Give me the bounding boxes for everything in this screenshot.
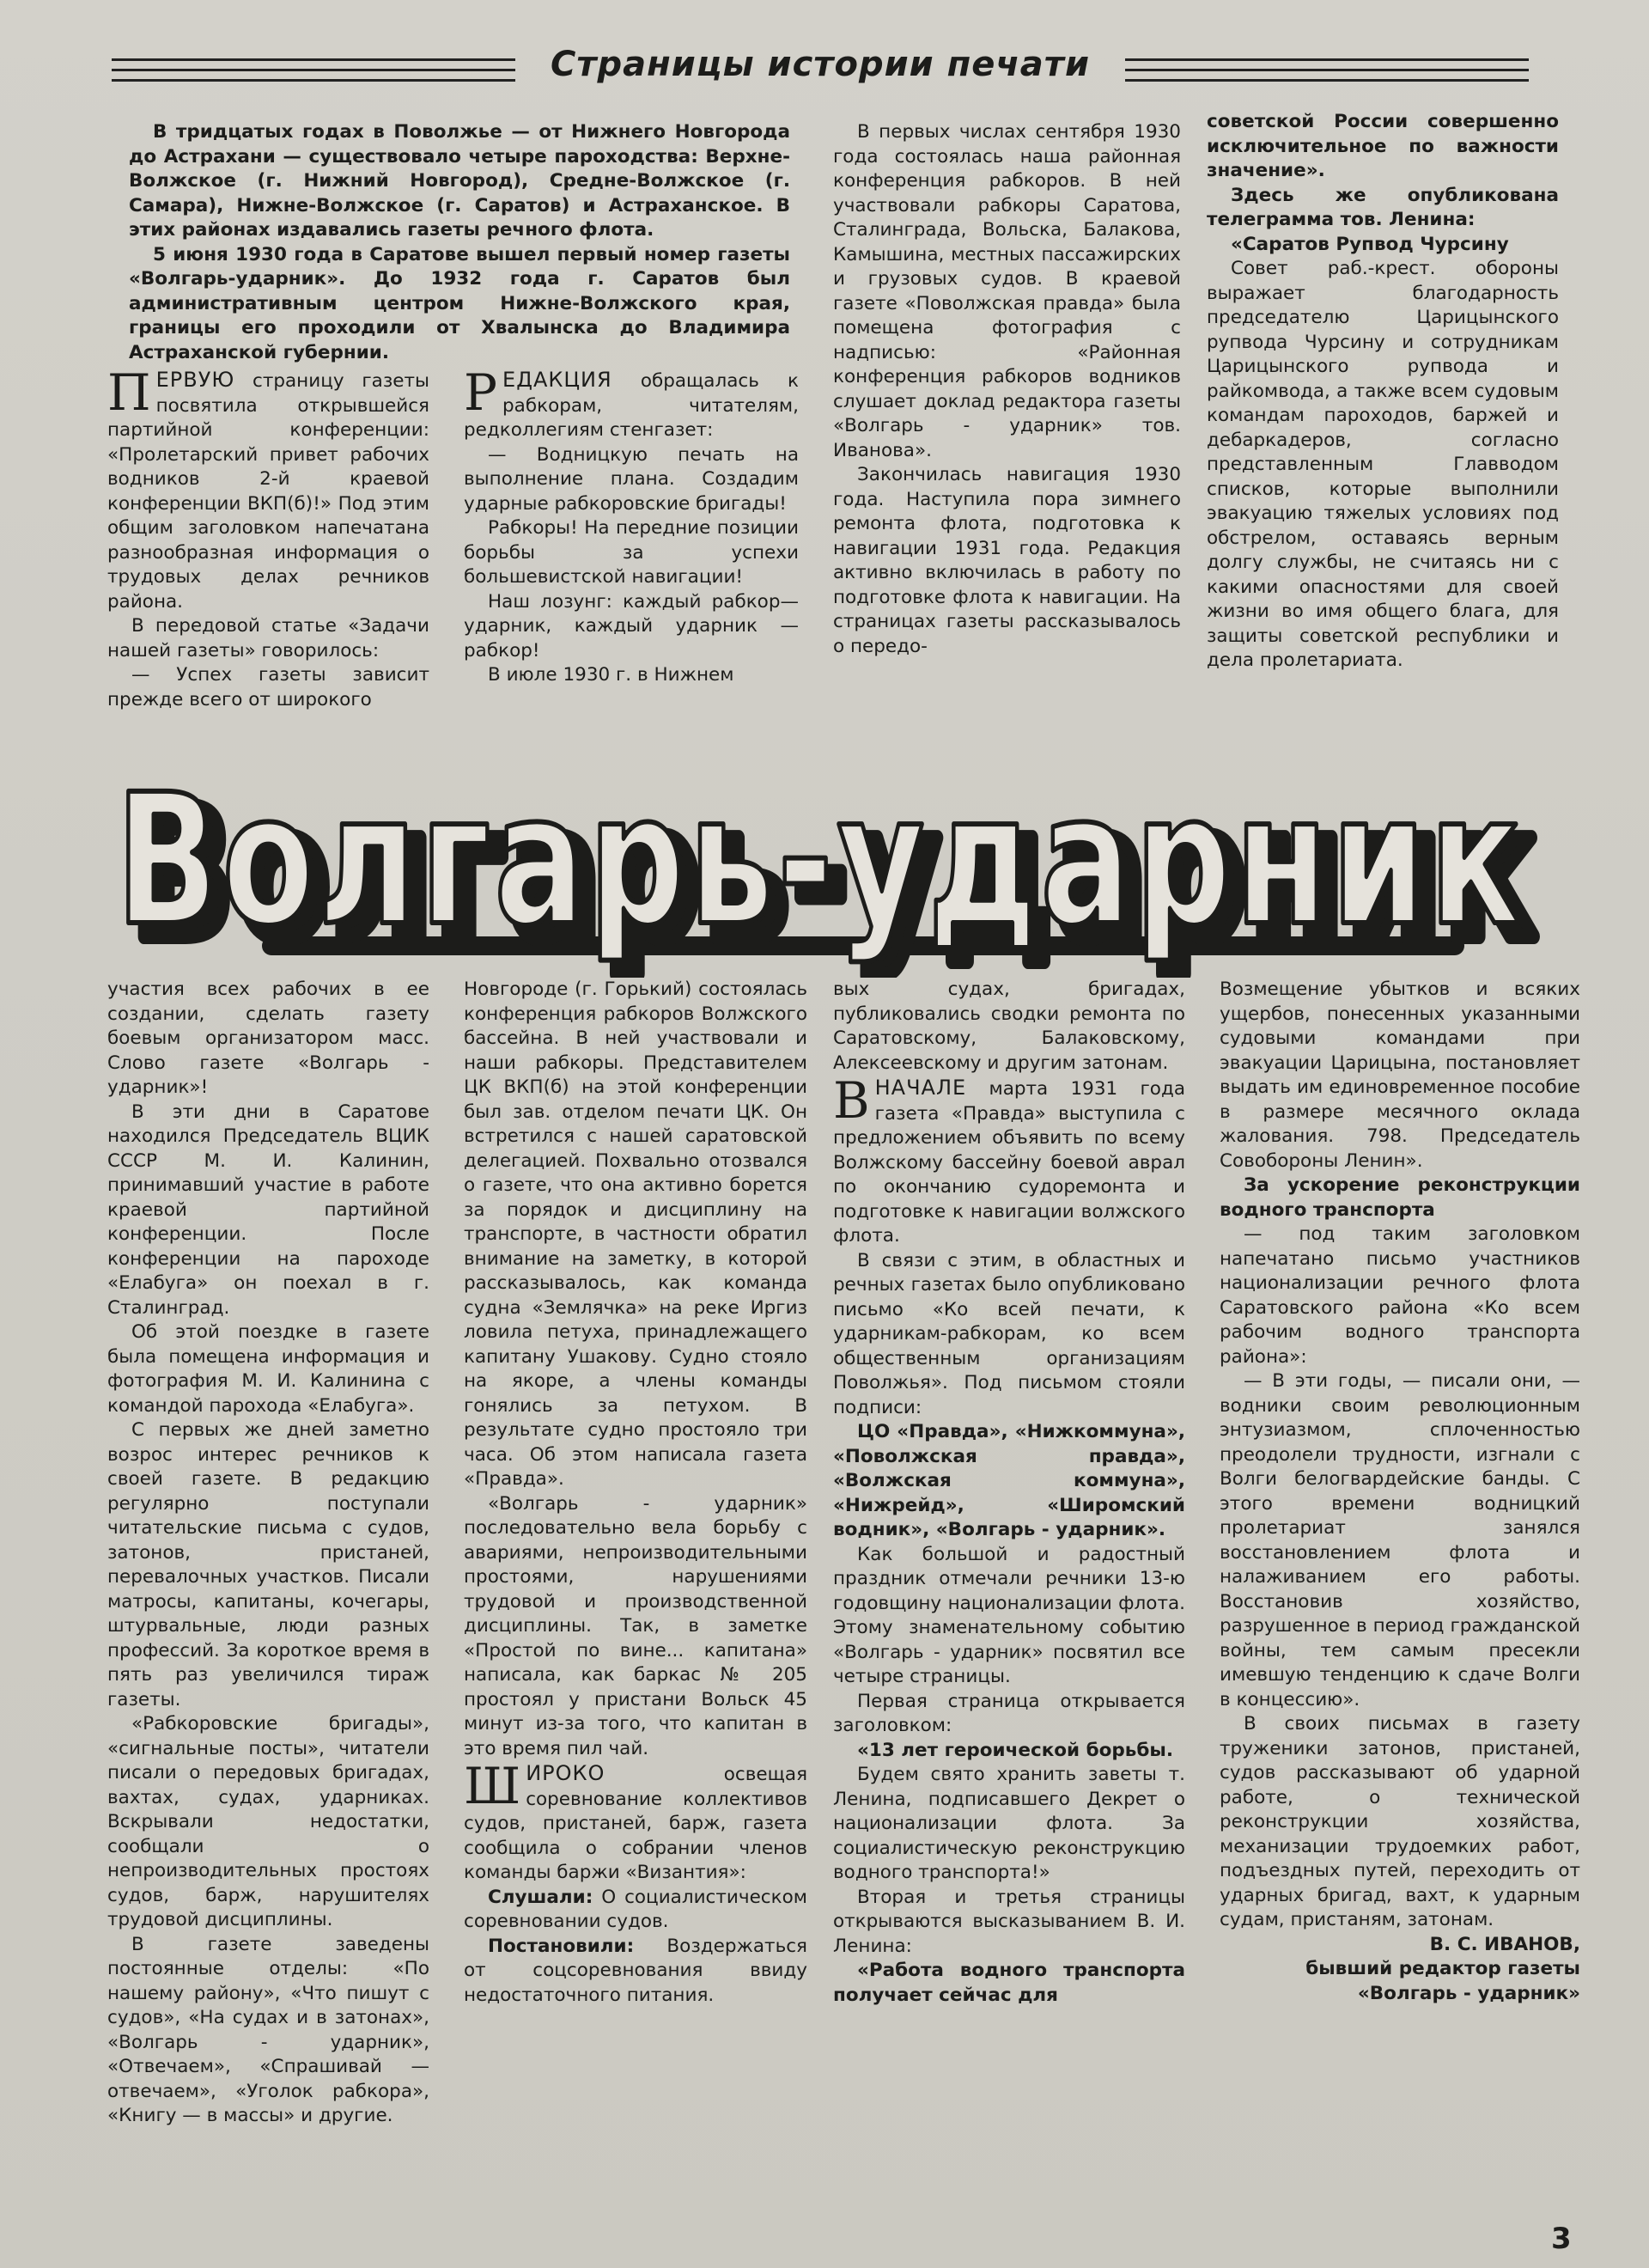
- article-paragraph: В июле 1930 г. в Нижнем: [488, 664, 734, 686]
- article-paragraph: Будем свято хранить заветы т. Ленина, подписавшего Декрет о национализации флота. За социалистическую реконструкцию водного транспорта!»: [833, 1764, 1185, 1883]
- author-name: В. С. ИВАНОВ,: [1429, 1933, 1580, 1955]
- article-paragraph: участия всех рабочих в ее создании, сделать газету боевым организатором масс. Слово газете «Волгарь - ударник»!: [107, 979, 429, 1098]
- article-subheading: За ускорение реконструкции водного транспорта: [1220, 1174, 1580, 1221]
- masthead-shadow: Волгарь-ударник: [131, 769, 1540, 978]
- article-paragraph: В эти дни в Саратове находился Председатель ВЦИК СССР М. И. Калинин, принимавший участие в работе краевой партийной конференции. После конференции на пароходе «Елабуга» он поехал в г. Сталинград.: [107, 1100, 429, 1319]
- telegram-address: «Саратов Рупвод Чурсину: [1231, 233, 1509, 255]
- intro-block: [129, 120, 790, 365]
- article-paragraph: В своих письмах в газету труженики затонов, пристаней, судов рассказывают об ударной работе, о технической реконструкции хозяйства, механизации трудоемких работ, подъездных путей, переходить от ударных бригад, вахт, к ударным судам, пристаням, затонам.: [1220, 1713, 1580, 1930]
- article-paragraph: — Успех газеты зависит прежде всего от широкого: [107, 664, 429, 710]
- masthead-graphic: [64, 746, 1593, 978]
- article-paragraph: В связи с этим, в областных и речных газетах было опубликовано письмо «Ко всей печати, к ударникам-рабкорам, ко всем общественным организациям Поволжья». Под письмом стояли подписи:: [833, 1249, 1185, 1418]
- article-paragraph: ЦО «Правда», «Нижкоммуна», «Поволжская правда», «Волжская коммуна», «Нижрейд», «Широмский водник», «Волгарь - ударник».: [833, 1421, 1185, 1540]
- article-paragraph: С первых же дней заметно возрос интерес речников к своей газете. В редакцию регулярно поступали читательские письма с судов, затонов, пристаней, перевалочных участков. Писали матросы, капитаны, кочегары, штурвальные, люди разных профессий. За короткое время в пять раз увеличился тираж газеты.: [107, 1419, 429, 1710]
- article-paragraph: освещая соревнование коллективов судов, пристаней, барж, газета сообщила о собрании членов команды баржи «Византия»:: [464, 1764, 807, 1883]
- bottom-column-2: [464, 978, 807, 2008]
- bottom-column-1: [107, 978, 429, 2129]
- article-paragraph: Воздержаться от соцсоревнования ввиду недостаточного питания.: [464, 1935, 807, 2006]
- drop-cap: Ш: [464, 1757, 521, 1815]
- article-paragraph: «Рабкоровские бригады», «сигнальные посты», читатели писали о передовых бригадах, вахтах, судах, ударниках. Вскрывали недостатки, сообщали о непроизводительных простоях судов, барж, нарушителях трудовой дисциплины.: [107, 1713, 429, 1930]
- article-paragraph: страницу газеты посвятила открывшейся партийной конференции: «Пролетарский привет рабочих водников 2-й краевой конференции ВКП(б)!» Под этим общим заголовком напечатана разнообразная информация о трудовых делах речников района.: [107, 370, 429, 613]
- drop-cap: В: [833, 1071, 870, 1130]
- article-paragraph: обращалась к рабкорам, читателям, редколлегиям стенгазет:: [464, 370, 799, 441]
- article-paragraph: Закончилась навигация 1930 года. Наступила пора зимнего ремонта флота, подготовка к навигации 1931 года. Редакция активно включилась в работу по подготовке флота к навигации. На страницах газеты рассказывалось о передо-: [833, 464, 1181, 657]
- article-paragraph: Вторая и третья страницы открываются высказыванием В. И. Ленина:: [833, 1886, 1185, 1957]
- top-column-3: [833, 120, 1181, 659]
- header-rule-right: [1125, 58, 1529, 88]
- page-number: 3: [1551, 2222, 1572, 2256]
- masthead-logo: [64, 746, 1593, 978]
- article-paragraph: Возмещение убытков и всяких ущербов, понесенных указанными судовыми командами при эвакуации Царицына, постановляет выдать им единовременное пособие в размере месячного оклада жалования. 798. Председатель Совобороны Ленин».: [1220, 979, 1580, 1172]
- drop-cap-word: ЕРВУЮ: [155, 368, 235, 392]
- article-paragraph: Как большой и радостный праздник отмечали речники 13-ю годовщину национализации флота. Этому знаменательному событию «Волгарь - ударник» посвятил все четыре страницы.: [833, 1543, 1185, 1687]
- drop-cap: Р: [464, 363, 498, 422]
- intro-paragraph-1: В тридцатых годах в Поволжье — от Нижнего Новгорода до Астрахани — существовало четыре пароходства: Верхне-Волжское (г. Нижний Новгород), Средне-Волжское (г. Самара), Нижне-Волжское (г. Саратов) и Астраханское. В этих районах издавались газеты речного флота.: [129, 121, 790, 241]
- article-paragraph: «13 лет героической борьбы.: [857, 1739, 1173, 1761]
- bottom-column-4: [1220, 978, 1580, 2006]
- article-paragraph: В первых числах сентября 1930 года состоялась наша районная конференция рабкоров. В ней участвовали рабкоры Саратова, Сталинграда, Вольска, Балакова, Камышина, местных пассажирских и грузовых судов. В краевой газете «Поволжская правда» была помещена фотография с надписью: «Районная конференция рабкоров водников слушает доклад редактора газеты «Волгарь - ударник» тов. Иванова».: [833, 121, 1181, 461]
- masthead-title: Волгарь-ударник: [116, 755, 1524, 966]
- bottom-column-3: [833, 978, 1185, 2008]
- article-paragraph: — под таким заголовком напечатано письмо участников национализации речного флота Саратовского района «Ко всем рабочим водного транспорта района»:: [1220, 1223, 1580, 1368]
- article-paragraph: Здесь же опубликована телеграмма тов. Ленина:: [1207, 184, 1559, 230]
- section-header: [112, 45, 1529, 105]
- article-paragraph: советской России совершенно исключительное по важности значение».: [1207, 111, 1559, 181]
- article-paragraph: марта 1931 года газета «Правда» выступила с предложением объявить по всему Волжскому бассейну боевой аврал по окончанию судоремонта и подготовке к навигации волжского флота.: [833, 1078, 1185, 1247]
- article-paragraph: Рабкоры! На передние позиции борьбы за успехи большевистской навигации!: [464, 517, 799, 588]
- drop-cap-word: ИРОКО: [526, 1761, 605, 1785]
- minutes-label: Слушали:: [488, 1886, 593, 1908]
- article-paragraph: Первая страница открывается заголовком:: [833, 1690, 1185, 1736]
- article-paragraph: Новгороде (г. Горький) состоялась конференция рабкоров Волжского бассейна. В ней участвовали и наши рабкоры. Представителем ЦК ВКП(б) на этой конференции был зав. отделом печати ЦК. Он встретился с нашей саратовской делегацией. Похвально отозвался о газете, что она активно борется за порядок и дисциплину на транспорте, в частности обратил внимание на заметку, в которой рассказывалось, как команда судна «Землячка» на реке Иргиз ловила петуха, принадлежащего капитану Ушакову. Судно стояло на якоре, а члены команды гонялись за петухом. В результате судно простояло три часа. Об этом написала газета «Правда».: [464, 979, 807, 1490]
- article-paragraph: — Водницкую печать на выполнение плана. Создадим ударные рабкоровские бригады!: [464, 443, 799, 515]
- article-paragraph: В газете заведены постоянные отделы: «По нашему району», «Что пишут с судов», «На судах и в затонах», «Волгарь - ударник», «Отвечаем», «Спрашивай — отвечаем», «Уголок рабкора», «Книгу — в массы» и другие.: [107, 1933, 429, 2126]
- minutes-label: Постановили:: [488, 1935, 635, 1957]
- article-paragraph: вых судах, бригадах, публиковались сводки ремонта по Саратовскому, Балаковскому, Алексеевскому и другим затонам.: [833, 979, 1185, 1074]
- article-paragraph: — В эти годы, — писали они, — водники своим революционным энтузиазмом, сплоченностью преодолели трудности, изгнали с Волги белогвардейские банды. С этого времени водницкий пролетариат занялся восстановлением флота и налаживанием его работы. Восстановив хозяйство, разрушенное в период гражданской войны, тем самым пресекли имевшую тенденцию к сдаче Волги в концессию».: [1220, 1370, 1580, 1710]
- top-column-4: [1207, 110, 1559, 674]
- intro-paragraph-2: 5 июня 1930 года в Саратове вышел первый номер газеты «Волгарь-ударник». До 1932 года г. Саратов был административным центром Нижне-Волжского края, границы его проходили от Хвалынска до Владимира Астраханской губернии.: [129, 243, 790, 363]
- author-title: бывший редактор газеты «Волгарь - ударник»: [1305, 1958, 1580, 2004]
- top-column-2: [464, 363, 799, 688]
- article-paragraph: Наш лозунг: каждый рабкор—ударник, каждый ударник — рабкор!: [464, 590, 799, 662]
- drop-cap-word: ЕДАКЦИЯ: [502, 368, 612, 392]
- article-paragraph: О социалистическом соревновании судов.: [464, 1886, 807, 1932]
- drop-cap: П: [107, 363, 151, 422]
- section-title: Страницы истории печати: [550, 45, 1091, 84]
- article-paragraph: «Волгарь - ударник» последовательно вела борьбу с авариями, непроизводительными простоями, нарушениями трудовой и производственной дисциплины. Так, в заметке «Простой по вине... капитана» написала, как баркас № 205 простоял у пристани Вольск 45 минут из-за того, что капитан в это время пил чай.: [464, 1492, 807, 1759]
- header-rule-left: [112, 58, 515, 88]
- article-paragraph: Об этой поездке в газете была помещена информация и фотография М. И. Калинина с командой парохода «Елабуга».: [107, 1321, 429, 1417]
- article-paragraph: Совет раб.-крест. обороны выражает благодарность председателю Царицынского рупвода Чурсину и сотрудникам Царицынского рупвода и райкомвода, а также всем судовым командам пароходов, баржей и дебаркадеров, согласно представленным Главводом списков, которые выполнили эвакуацию тяжелых условиях под обстрелом, оставаясь верным долгу службы, не считаясь ни с какими опасностями для своей жизни во имя общего блага, для защиты советской республики и дела пролетариата.: [1207, 258, 1559, 671]
- article-paragraph: В передовой статье «Задачи нашей газеты» говорилось:: [107, 615, 429, 662]
- article-paragraph: «Работа водного транспорта получает сейчас для: [833, 1960, 1185, 2006]
- top-column-1: [107, 363, 429, 712]
- drop-cap-word: НАЧАЛЕ: [874, 1076, 967, 1100]
